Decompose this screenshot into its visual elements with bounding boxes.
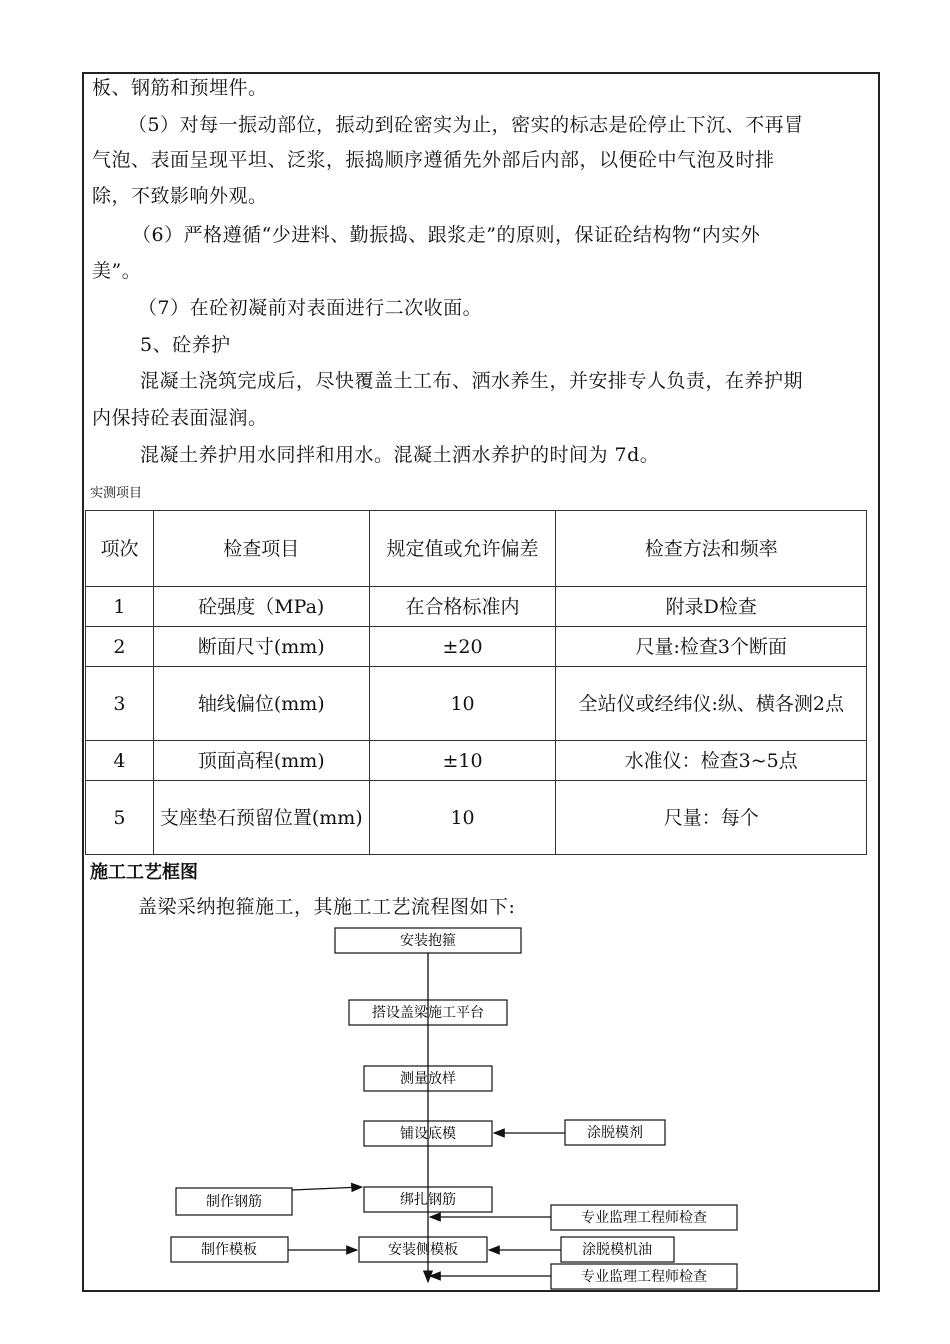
- svg-text:制作模板: 制作模板: [201, 1242, 257, 1258]
- svg-text:测量放样: 测量放样: [400, 1071, 456, 1087]
- cell: 10: [369, 667, 556, 741]
- cell: 附录D检查: [556, 587, 867, 627]
- header-cell: 项次: [86, 511, 154, 587]
- cell: 尺量:检查3个断面: [556, 627, 867, 667]
- measure-label: 实测项目: [90, 486, 143, 501]
- svg-text:绑扎钢筋: 绑扎钢筋: [400, 1192, 456, 1208]
- section-title: 施工工艺框图: [90, 862, 198, 883]
- cell: 水准仪：检查3~5点: [556, 741, 867, 781]
- flow-side-release-agent: [565, 1120, 665, 1145]
- paragraph-line: （5）对每一振动部位，振动到砼密实为止，密实的标志是砼停止下沉、不再冒: [128, 114, 804, 136]
- cell: 5: [86, 781, 154, 855]
- cell: ±20: [369, 627, 556, 667]
- arrow-make-rebar: [292, 1187, 362, 1190]
- svg-text:专业监理工程师检查: 专业监理工程师检查: [581, 1269, 707, 1285]
- svg-text:专业监理工程师检查: 专业监理工程师检查: [581, 1210, 707, 1226]
- header-cell: 检查项目: [153, 511, 369, 587]
- svg-text:铺设底模: 铺设底模: [400, 1126, 456, 1142]
- flow-step-side-form: [359, 1237, 487, 1262]
- cell: 断面尺寸(mm): [153, 627, 369, 667]
- paragraph-line: 混凝土浇筑完成后，尽快覆盖土工布、洒水养生，并安排专人负责，在养护期: [140, 370, 804, 392]
- flow-side-release-oil: [561, 1237, 674, 1262]
- flow-side-inspection-2: [551, 1264, 737, 1289]
- cell: 3: [86, 667, 154, 741]
- cell: 砼强度（MPa): [153, 587, 369, 627]
- flow-intro: 盖梁采纳抱箍施工，其施工工艺流程图如下:: [138, 896, 516, 918]
- svg-text:搭设盖梁施工平台: 搭设盖梁施工平台: [372, 1005, 484, 1021]
- header-cell: 检查方法和频率: [556, 511, 867, 587]
- cell: 10: [369, 781, 556, 855]
- flow-side-make-form: [171, 1237, 288, 1262]
- svg-text:涂脱模剂: 涂脱模剂: [587, 1125, 643, 1141]
- paragraph-line: （6）严格遵循“少进料、勤振捣、跟浆走”的原则，保证砼结构物“内实外: [132, 224, 761, 246]
- paragraph-line: 气泡、表面呈现平坦、泛浆，振捣顺序遵循先外部后内部，以便砼中气泡及时排: [92, 149, 775, 171]
- paragraph-line: 除，不致影响外观。: [92, 185, 268, 207]
- header-cell: 规定值或允许偏差: [369, 511, 556, 587]
- section-subheading: 5、砼养护: [140, 334, 231, 356]
- flow-step-install-hoop: [335, 928, 521, 953]
- cell: ±10: [369, 741, 556, 781]
- svg-text:涂脱模机油: 涂脱模机油: [582, 1242, 652, 1258]
- cell: 顶面高程(mm): [153, 741, 369, 781]
- svg-text:制作钢筋: 制作钢筋: [206, 1194, 262, 1210]
- svg-text:安装侧模板: 安装侧模板: [388, 1242, 458, 1258]
- flow-side-make-rebar: [176, 1188, 292, 1215]
- paragraph-line: 混凝土养护用水同拌和用水。混凝土洒水养护的时间为 7d。: [140, 444, 660, 466]
- paragraph-line: 美”。: [92, 260, 142, 282]
- cell: 尺量：每个: [556, 781, 867, 855]
- cell: 在合格标准内: [369, 587, 556, 627]
- paragraph-line: 板、钢筋和预埋件。: [92, 77, 268, 99]
- cell: 全站仪或经纬仪:纵、横各测2点: [556, 667, 867, 741]
- cell: 4: [86, 741, 154, 781]
- cell: 轴线偏位(mm): [153, 667, 369, 741]
- paragraph-line: 内保持砼表面湿润。: [92, 407, 268, 429]
- svg-text:安装抱箍: 安装抱箍: [400, 933, 456, 949]
- cell: 支座垫石预留位置(mm): [153, 781, 369, 855]
- flow-side-inspection-1: [551, 1205, 737, 1230]
- cell: 1: [86, 587, 154, 627]
- cell: 2: [86, 627, 154, 667]
- paragraph-line: （7）在砼初凝前对表面进行二次收面。: [138, 297, 483, 319]
